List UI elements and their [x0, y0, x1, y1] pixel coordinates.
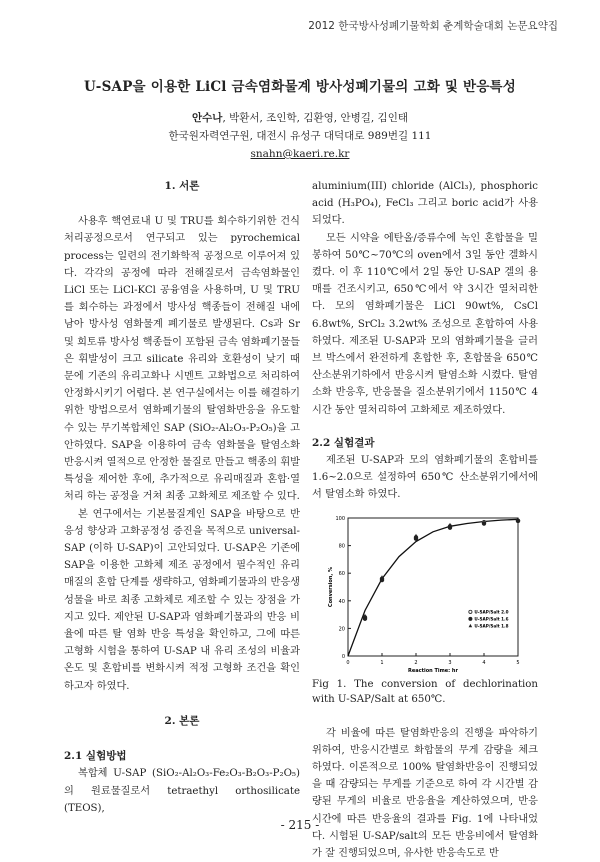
x-tick-label: 1	[380, 659, 384, 666]
results-subheading: 2.2 실험결과	[312, 436, 375, 449]
method-paragraph: 복합체 U-SAP (SiO₂-Al₂O₃-Fe₂O₃-B₂O₃-P₂O₅)의 원료물질로서 tetraethyl orthosilicate (TEOS),	[64, 768, 300, 814]
email-link[interactable]: snahn@kaeri.re.kr	[250, 148, 350, 160]
results-paragraph-1: 제조된 U-SAP과 모의 염화폐기물의 혼합비를 1.6~2.0으로 설정하여 650℃ 산소분위기에서에서 탈염소화 하였다.	[312, 455, 538, 501]
y-tick-label: 20	[338, 626, 345, 633]
legend-marker	[469, 610, 472, 613]
intro-heading: 1. 서론	[164, 180, 200, 192]
y-tick-label: 100	[335, 515, 345, 522]
intro-paragraph-2: 본 연구에서는 기본물질계인 SAP을 바탕으로 반응성 향상과 고화공정성 증진을 목적으로 universal-SAP (이하 U-SAP)이 고안되었다. U-SAP은 기존에 SAP을 이용한 고화체 제조 공정에서 필수적인 유리매질의 혼합 단계를 생략하고, 염화폐기물과의 반응생성물을 바로 최종 고화체로 제조할 수 있는 장점을 가지고 있다. 제안된 U-SAP과 염화폐기물과의 반응 비율에 따른 탈 염화 반응 특성을 확인하고, 그에 따른 고형화 시험을 통하여 U-SAP 내 유리 조성의 비율과 온도 및 혼합비를 변화시켜 적정 고형화 조건을 확인하고자 하였다.	[64, 508, 300, 692]
page-number: - 215 -	[280, 818, 320, 832]
plot-frame	[348, 518, 518, 656]
x-tick-label: 2	[414, 659, 418, 666]
legend-marker	[469, 617, 472, 620]
intro-paragraph-1: 사용후 핵연료내 U 및 TRU를 회수하기위한 건식처리공정으로서 연구되고 있는 pyrochemical process는 일련의 전기화학적 공정으로 이루어져 있다. 각각의 공정에 따라 전해질로서 금속염화물인 LiCl 또는 LiCl-KCl 공융염을 사용하며, U 및 TRU를 회수하는 과정에서 방사성 핵종들이 전해질 내에 남아 방사성 염화물계 폐기물로 발생된다. Cs과 Sr 및 희토류 방사성 핵종들이 포함된 금속 염화폐기물들은 휘발성이 크고 silicate 유리와 호환성이 낮기 때문에 기존의 유리고화나 시멘트 고화법으로 처리하여 안정화시키기 어렵다. 본 연구실에서는 이를 해결하기 위한 방법으로서 염화폐기물의 탈염화반응을 유도할 수 있는 무기복합체인 SAP (SiO₂-Al₂O₃-P₂O₅)을 고안하였다. SAP을 이용하여 금속 염화물을 탈염소화 반응시켜 열적으로 안정한 물질로 만들고 핵종의 휘발특성을 제어한 후에, 추가적으로 유리매질과 혼합·열처리 하는 공정을 거쳐 최종 고화체로 제조할 수 있다.	[64, 216, 300, 503]
affiliation: 한국원자력연구원, 대전시 유성구 대덕대로 989번길 111	[168, 130, 432, 142]
x-tick-label: 5	[516, 659, 520, 666]
body-heading: 2. 본론	[164, 714, 200, 727]
method-subheading: 2.1 실험방법	[64, 750, 127, 763]
legend-label: U-SAP/Salt 2.0	[474, 609, 509, 615]
x-axis-label: Reaction Time: hr	[408, 667, 458, 674]
legend-label: U-SAP/Salt 1.8	[474, 623, 509, 629]
x-tick-label: 3	[448, 659, 452, 666]
fit-curve-line	[348, 519, 518, 656]
y-axis-label: Conversion, %	[328, 566, 334, 607]
figure-caption: Fig 1. The conversion of dechlorination with U-SAP/Salt at 650℃.	[312, 678, 538, 705]
x-tick-label: 0	[346, 659, 350, 666]
x-tick-label: 4	[482, 659, 486, 666]
co-authors: , 박환서, 조인학, 김환영, 안병길, 김인태	[222, 112, 408, 124]
y-tick-label: 0	[341, 653, 345, 660]
y-tick-label: 80	[338, 543, 345, 550]
legend-label: U-SAP/Salt 1.6	[474, 616, 509, 622]
method-continued: aluminium(III) chloride (AlCl₃), phosphoric acid (H₃PO₄), FeCl₃ 그리고 boric acid가 사용되었다.	[312, 181, 538, 227]
legend-marker	[469, 623, 473, 626]
author-list	[0, 110, 600, 125]
right-column	[312, 178, 538, 862]
lead-author: 안수나	[192, 112, 223, 124]
left-column	[64, 178, 300, 817]
conversion-chart	[312, 510, 538, 675]
method-paragraph-2: 모든 시약을 에탄올/증류수에 녹인 혼합물을 밀봉하여 50℃~70℃의 oven에서 3일 동안 겔화시켰다. 이 후 110℃에서 2일 동안 U-SAP 겔의 용매를 건조시키고, 650℃에서 약 3시간 열처리한다. 모의 염화폐기물은 LiCl 90wt%, CsCl 6.8wt%, SrCl₂ 3.2wt% 조성으로 혼합하여 사용하였다. 제조된 U-SAP과 모의 염화폐기물을 글러브 박스에서 완전하게 혼합한 후, 혼합물을 650℃ 산소분위기하에서 반응시켜 탈염소화 시켰다. 탈염소화 반응후, 반응물을 질소분위기에서 1150℃ 4시간 동안 열처리하여 고화체로 제조하였다.	[312, 232, 538, 416]
paper-title: U-SAP을 이용한 LiCl 금속염화물계 방사성폐기물의 고화 및 반응특성	[84, 79, 516, 95]
y-tick-label: 60	[338, 570, 345, 577]
conference-header: 2012 한국방사성폐기물학회 춘계학술대회 논문요약집	[308, 20, 558, 32]
figure-1	[312, 510, 538, 675]
results-paragraph-2: 각 비율에 따른 탈염화반응의 진행을 파악하기 위하여, 반응시간별로 화합물의 무게 감량을 체크하였다. 이론적으로 100% 탈염화반응이 진행되었을 때 감량되는 무게를 기준으로 하여 각 시간별 감량된 무게의 비율로 반응율을 계산하였으며, 반응시간에 따른 반응율의 결과를 Fig. 1에 나타내었다. 시험된 U-SAP/salt의 모든 반응비에서 탈염화가 잘 진행되었으며, 유사한 반응속도로 반	[312, 727, 538, 860]
y-tick-label: 40	[338, 598, 345, 605]
